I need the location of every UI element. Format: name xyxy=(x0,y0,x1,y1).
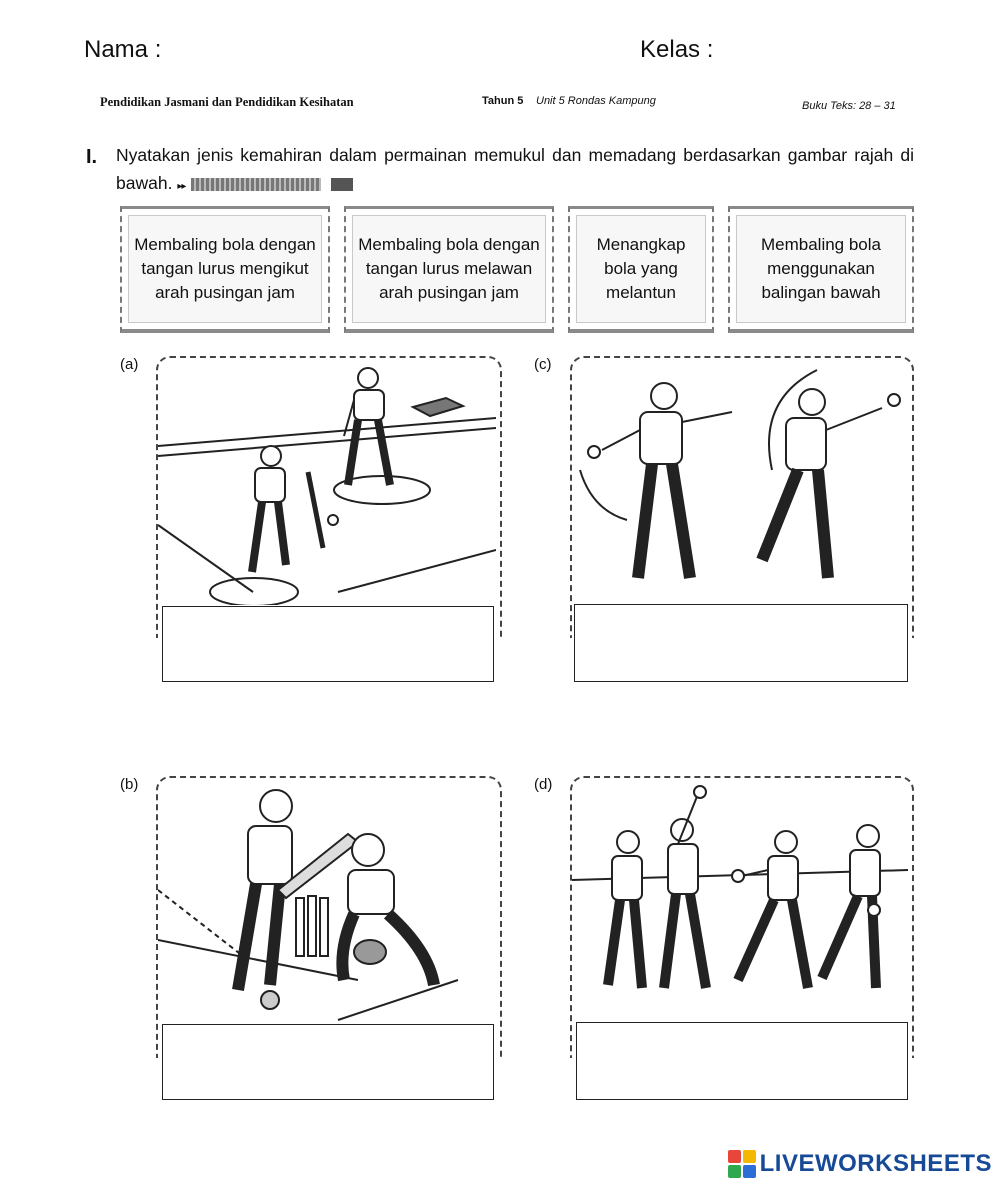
option-card-4[interactable] xyxy=(728,206,914,333)
option-card-1[interactable] xyxy=(120,206,330,333)
panel-b-label: (b) xyxy=(120,776,139,793)
option-card-label: Menangkap bola yang melantun xyxy=(596,235,686,302)
liveworksheets-logo-icon xyxy=(728,1150,756,1178)
subject-title: Pendidikan Jasmani dan Pendidikan Kesihatan xyxy=(100,95,354,109)
liveworksheets-brand xyxy=(728,1150,992,1178)
panel-c-answer-box[interactable] xyxy=(574,604,908,682)
textbook-reference: Buku Teks: 28 – 31 xyxy=(802,100,896,112)
underarm-throw-illustration xyxy=(572,780,908,1025)
redacted-icon xyxy=(331,178,353,191)
unit-label: Unit 5 Rondas Kampung xyxy=(536,95,656,107)
year-label: Tahun 5 xyxy=(482,95,524,107)
redacted-text xyxy=(191,178,321,191)
brand-name: LIVEWORKSHEETS xyxy=(759,1150,992,1177)
panel-c-label: (c) xyxy=(534,356,552,373)
panel-d-answer-box[interactable] xyxy=(576,1022,908,1100)
panel-d-label: (d) xyxy=(534,776,553,793)
class-label: Kelas : xyxy=(640,36,714,63)
panel-b-answer-box[interactable] xyxy=(162,1024,494,1100)
panel-a-answer-box[interactable] xyxy=(162,606,494,682)
panel-a-label: (a) xyxy=(120,356,139,373)
option-card-label: Membaling bola menggunakan balingan bawah xyxy=(760,235,881,302)
option-card-3[interactable] xyxy=(568,206,714,333)
arrow-icon: ▸▸ xyxy=(177,181,186,192)
option-card-label: Membaling bola dengan tangan lurus melawan arah pusingan jam xyxy=(358,235,540,302)
name-label: Nama : xyxy=(84,36,162,63)
question-text-block xyxy=(116,141,914,201)
throwing-clockwise-illustration xyxy=(572,360,908,605)
option-card-2[interactable] xyxy=(344,206,554,333)
batting-field-illustration xyxy=(158,360,496,605)
catching-ball-illustration xyxy=(158,780,496,1025)
question-number: I. xyxy=(86,146,98,168)
option-card-label: Membaling bola dengan tangan lurus mengikut arah pusingan jam xyxy=(134,235,316,302)
question-text: Nyatakan jenis kemahiran dalam permainan memukul dan memadang berdasarkan gambar rajah di bawah. xyxy=(116,145,914,193)
